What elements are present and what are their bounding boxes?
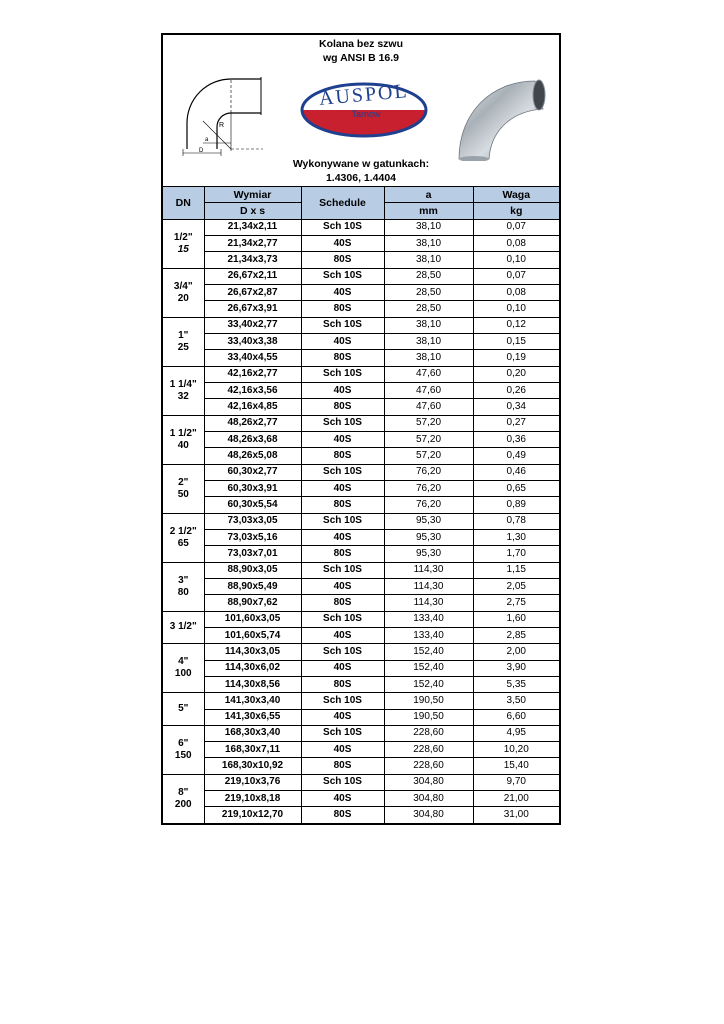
a-cell: 76,20 <box>384 497 473 513</box>
a-cell: 190,50 <box>384 693 473 709</box>
schedule-cell: 80S <box>301 546 384 562</box>
weight-cell: 0,34 <box>473 399 559 415</box>
schedule-cell: 40S <box>301 284 384 300</box>
dimension-cell: 33,40x2,77 <box>204 317 301 333</box>
title-line-1: Kolana bez szwu <box>318 38 403 50</box>
table-row <box>163 791 559 807</box>
dimension-cell: 219,10x12,70 <box>204 807 301 823</box>
dn-mm: 40 <box>177 439 189 451</box>
table-row <box>163 725 559 741</box>
a-cell: 76,20 <box>384 464 473 480</box>
table-row <box>163 709 559 725</box>
a-cell: 152,40 <box>384 676 473 692</box>
weight-cell: 0,26 <box>473 382 559 398</box>
weight-cell: 0,10 <box>473 252 559 268</box>
a-cell: 57,20 <box>384 448 473 464</box>
dn-inch: 1 1/4" <box>169 378 197 390</box>
weight-cell: 2,75 <box>473 595 559 611</box>
dn-mm: 80 <box>177 586 189 598</box>
auspol-logo <box>300 77 428 139</box>
schedule-cell: Sch 10S <box>301 513 384 529</box>
weight-cell: 9,70 <box>473 774 559 790</box>
dn-mm: 65 <box>177 537 189 549</box>
a-cell: 304,80 <box>384 774 473 790</box>
a-cell: 114,30 <box>384 562 473 578</box>
a-cell: 190,50 <box>384 709 473 725</box>
a-cell: 95,30 <box>384 546 473 562</box>
dn-mm: 150 <box>174 749 192 761</box>
table-row <box>163 431 559 447</box>
schedule-cell: 80S <box>301 758 384 774</box>
schedule-cell: 80S <box>301 399 384 415</box>
schedule-cell: 40S <box>301 660 384 676</box>
weight-cell: 4,95 <box>473 725 559 741</box>
a-cell: 57,20 <box>384 431 473 447</box>
subtitle-line-2: 1.4306, 1.4404 <box>325 172 397 184</box>
weight-cell: 15,40 <box>473 758 559 774</box>
dn-inch: 1 1/2" <box>169 427 197 439</box>
a-cell: 38,10 <box>384 333 473 349</box>
schedule-cell: 40S <box>301 333 384 349</box>
a-cell: 304,80 <box>384 807 473 823</box>
a-cell: 28,50 <box>384 284 473 300</box>
dn-cell <box>163 513 204 562</box>
dn-inch: 1" <box>178 329 189 341</box>
dimension-cell: 141,30x6,55 <box>204 709 301 725</box>
table-row <box>163 399 559 415</box>
weight-cell: 3,50 <box>473 693 559 709</box>
schedule-cell: 80S <box>301 448 384 464</box>
weight-cell: 1,60 <box>473 611 559 627</box>
table-row <box>163 448 559 464</box>
col-header-waga: Waga <box>473 187 559 203</box>
a-cell: 47,60 <box>384 366 473 382</box>
logo-city: Tarnów <box>351 109 381 119</box>
schedule-cell: 80S <box>301 676 384 692</box>
table-row <box>163 676 559 692</box>
dn-inch: 3" <box>178 574 189 586</box>
drawing-label-d: D <box>199 148 204 154</box>
a-cell: 38,10 <box>384 317 473 333</box>
subtitle-line-1: Wykonywane w gatunkach: <box>292 158 430 170</box>
schedule-cell: 40S <box>301 431 384 447</box>
weight-cell: 0,20 <box>473 366 559 382</box>
weight-cell: 0,78 <box>473 513 559 529</box>
table-row <box>163 742 559 758</box>
drawing-label-a: a <box>205 137 209 143</box>
weight-cell: 1,30 <box>473 529 559 545</box>
dimension-cell: 60,30x2,77 <box>204 464 301 480</box>
a-cell: 114,30 <box>384 595 473 611</box>
dn-cell <box>163 774 204 822</box>
schedule-cell: Sch 10S <box>301 219 384 235</box>
a-cell: 28,50 <box>384 301 473 317</box>
table-row <box>163 366 559 382</box>
weight-cell: 0,15 <box>473 333 559 349</box>
table-row <box>163 497 559 513</box>
weight-cell: 1,70 <box>473 546 559 562</box>
table-row <box>163 480 559 496</box>
weight-cell: 0,08 <box>473 235 559 251</box>
dimension-cell: 60,30x3,91 <box>204 480 301 496</box>
table-row <box>163 268 559 284</box>
dimension-cell: 114,30x3,05 <box>204 644 301 660</box>
schedule-cell: Sch 10S <box>301 415 384 431</box>
dimension-cell: 60,30x5,54 <box>204 497 301 513</box>
a-cell: 228,60 <box>384 742 473 758</box>
a-cell: 228,60 <box>384 758 473 774</box>
dn-mm: 25 <box>177 341 189 353</box>
dimension-cell: 26,67x2,11 <box>204 268 301 284</box>
table-row <box>163 546 559 562</box>
dn-inch: 2" <box>178 476 189 488</box>
table-row <box>163 301 559 317</box>
table-row <box>163 693 559 709</box>
weight-cell: 0,27 <box>473 415 559 431</box>
weight-cell: 6,60 <box>473 709 559 725</box>
table-row <box>163 415 559 431</box>
schedule-cell: Sch 10S <box>301 562 384 578</box>
a-cell: 38,10 <box>384 219 473 235</box>
schedule-cell: 40S <box>301 791 384 807</box>
table-row <box>163 660 559 676</box>
elbow-spec-sheet <box>161 33 561 825</box>
col-subheader-kg: kg <box>473 203 559 219</box>
elbow-photo <box>451 73 546 161</box>
spec-table <box>163 187 559 823</box>
a-cell: 133,40 <box>384 627 473 643</box>
dimension-cell: 48,26x3,68 <box>204 431 301 447</box>
dn-cell <box>163 464 204 513</box>
dn-inch: 6" <box>178 737 189 749</box>
dn-cell <box>163 644 204 693</box>
table-row <box>163 627 559 643</box>
dimension-cell: 88,90x3,05 <box>204 562 301 578</box>
schedule-cell: 40S <box>301 529 384 545</box>
table-row <box>163 235 559 251</box>
schedule-cell: Sch 10S <box>301 464 384 480</box>
schedule-cell: 80S <box>301 595 384 611</box>
weight-cell: 21,00 <box>473 791 559 807</box>
dimension-cell: 21,34x2,11 <box>204 219 301 235</box>
schedule-cell: Sch 10S <box>301 268 384 284</box>
dimension-cell: 73,03x3,05 <box>204 513 301 529</box>
a-cell: 47,60 <box>384 382 473 398</box>
dimension-cell: 88,90x7,62 <box>204 595 301 611</box>
weight-cell: 2,00 <box>473 644 559 660</box>
table-row <box>163 529 559 545</box>
a-cell: 57,20 <box>384 415 473 431</box>
col-header-schedule: Schedule <box>301 187 384 219</box>
dn-mm: 200 <box>174 798 192 810</box>
a-cell: 38,10 <box>384 252 473 268</box>
col-header-wymiar: Wymiar <box>204 187 301 203</box>
spec-table-body <box>163 187 559 823</box>
table-row <box>163 464 559 480</box>
weight-cell: 0,89 <box>473 497 559 513</box>
schedule-cell: 80S <box>301 252 384 268</box>
weight-cell: 2,05 <box>473 578 559 594</box>
a-cell: 47,60 <box>384 399 473 415</box>
schedule-cell: 40S <box>301 627 384 643</box>
table-row <box>163 578 559 594</box>
dimension-cell: 73,03x5,16 <box>204 529 301 545</box>
weight-cell: 0,36 <box>473 431 559 447</box>
dimension-cell: 141,30x3,40 <box>204 693 301 709</box>
weight-cell: 0,10 <box>473 301 559 317</box>
a-cell: 304,80 <box>384 791 473 807</box>
dimension-cell: 48,26x5,08 <box>204 448 301 464</box>
dn-mm: 32 <box>177 390 189 402</box>
dn-inch: 3 1/2" <box>169 621 197 633</box>
dimension-cell: 219,10x3,76 <box>204 774 301 790</box>
dimension-cell: 219,10x8,18 <box>204 791 301 807</box>
weight-cell: 31,00 <box>503 809 529 821</box>
dn-inch: 1/2" <box>173 231 193 243</box>
table-row <box>163 807 559 823</box>
weight-cell: 3,90 <box>473 660 559 676</box>
dn-cell <box>163 693 204 726</box>
a-cell: 76,20 <box>384 480 473 496</box>
dn-mm: 20 <box>177 292 189 304</box>
dn-inch: 3/4" <box>173 280 193 292</box>
col-header-dn: DN <box>163 187 204 219</box>
weight-cell: 0,12 <box>473 317 559 333</box>
schedule-cell: 40S <box>301 235 384 251</box>
schedule-cell: 80S <box>301 497 384 513</box>
weight-cell: 0,65 <box>473 480 559 496</box>
schedule-cell: 80S <box>301 350 384 366</box>
weight-cell: 0,49 <box>473 448 559 464</box>
weight-cell: 0,19 <box>473 350 559 366</box>
table-row <box>163 611 559 627</box>
title-line-2: wg ANSI B 16.9 <box>322 52 400 64</box>
dimension-cell: 42,16x4,85 <box>204 399 301 415</box>
dimension-cell: 73,03x7,01 <box>204 546 301 562</box>
dn-cell <box>163 317 204 366</box>
dimension-cell: 33,40x3,38 <box>204 333 301 349</box>
schedule-cell: Sch 10S <box>301 644 384 660</box>
dimension-cell: 168,30x3,40 <box>204 725 301 741</box>
dn-inch: 2 1/2" <box>169 525 197 537</box>
table-row <box>163 513 559 529</box>
a-cell: 38,10 <box>384 350 473 366</box>
schedule-cell: Sch 10S <box>301 611 384 627</box>
a-cell: 152,40 <box>384 660 473 676</box>
dn-cell <box>163 366 204 415</box>
dimension-cell: 101,60x5,74 <box>204 627 301 643</box>
table-row <box>163 350 559 366</box>
weight-cell: 2,85 <box>473 627 559 643</box>
a-cell: 95,30 <box>384 513 473 529</box>
dn-cell <box>163 268 204 317</box>
weight-cell: 0,08 <box>473 284 559 300</box>
weight-cell: 0,07 <box>473 268 559 284</box>
col-subheader-mm: mm <box>384 203 473 219</box>
schedule-cell: 40S <box>301 480 384 496</box>
a-cell: 114,30 <box>384 578 473 594</box>
a-cell: 38,10 <box>384 235 473 251</box>
table-row <box>163 219 559 235</box>
schedule-cell: Sch 10S <box>301 725 384 741</box>
table-row <box>163 333 559 349</box>
weight-cell: 1,15 <box>473 562 559 578</box>
dimension-cell: 88,90x5,49 <box>204 578 301 594</box>
dimension-cell: 21,34x3,73 <box>204 252 301 268</box>
weight-cell: 0,46 <box>473 464 559 480</box>
dn-inch: 5" <box>178 703 189 714</box>
dimension-cell: 33,40x4,55 <box>204 350 301 366</box>
schedule-cell: Sch 10S <box>301 774 384 790</box>
dimension-cell: 42,16x3,56 <box>204 382 301 398</box>
a-cell: 95,30 <box>384 529 473 545</box>
col-header-a: a <box>384 187 473 203</box>
schedule-cell: 80S <box>301 301 384 317</box>
schedule-cell: 40S <box>301 578 384 594</box>
dn-mm: 50 <box>177 488 189 500</box>
schedule-cell: Sch 10S <box>301 317 384 333</box>
schedule-cell: 40S <box>301 742 384 758</box>
dn-cell <box>163 562 204 611</box>
dimension-cell: 114,30x8,56 <box>204 676 301 692</box>
schedule-cell: Sch 10S <box>301 693 384 709</box>
dn-inch: 8" <box>178 786 189 798</box>
logo-text: AUSPOL <box>318 80 410 110</box>
dimension-cell: 48,26x2,77 <box>204 415 301 431</box>
a-cell: 133,40 <box>384 611 473 627</box>
table-row <box>163 562 559 578</box>
weight-cell: 5,35 <box>473 676 559 692</box>
dimension-cell: 168,30x7,11 <box>204 742 301 758</box>
a-cell: 152,40 <box>384 644 473 660</box>
dimension-cell: 101,60x3,05 <box>204 611 301 627</box>
schedule-cell: 40S <box>301 709 384 725</box>
dn-mm: 100 <box>174 668 192 680</box>
table-row <box>163 252 559 268</box>
table-row <box>163 317 559 333</box>
drawing-label-r: R <box>219 122 225 129</box>
a-cell: 228,60 <box>384 725 473 741</box>
weight-cell: 10,20 <box>473 742 559 758</box>
dn-cell <box>163 415 204 464</box>
column-header-row <box>163 187 559 203</box>
weight-cell: 0,07 <box>473 219 559 235</box>
dimension-cell: 26,67x3,91 <box>204 301 301 317</box>
dn-inch: 4" <box>178 656 189 668</box>
dimension-cell: 26,67x2,87 <box>204 284 301 300</box>
schedule-cell: Sch 10S <box>301 366 384 382</box>
col-subheader-dxs: D x s <box>204 203 301 219</box>
table-row <box>163 644 559 660</box>
table-row <box>163 284 559 300</box>
a-cell: 28,50 <box>384 268 473 284</box>
dn-cell <box>163 725 204 774</box>
schedule-cell: 80S <box>301 807 384 823</box>
elbow-drawing <box>181 73 273 157</box>
schedule-cell: 40S <box>301 382 384 398</box>
dn-mm: 15 <box>177 243 189 255</box>
table-row <box>163 595 559 611</box>
table-row <box>163 758 559 774</box>
dimension-cell: 21,34x2,77 <box>204 235 301 251</box>
dimension-cell: 168,30x10,92 <box>204 758 301 774</box>
table-row <box>163 382 559 398</box>
dimension-cell: 114,30x6,02 <box>204 660 301 676</box>
dn-cell <box>163 219 204 268</box>
sheet-header <box>163 35 559 187</box>
dn-cell <box>163 611 204 644</box>
dimension-cell: 42,16x2,77 <box>204 366 301 382</box>
table-row <box>163 774 559 790</box>
